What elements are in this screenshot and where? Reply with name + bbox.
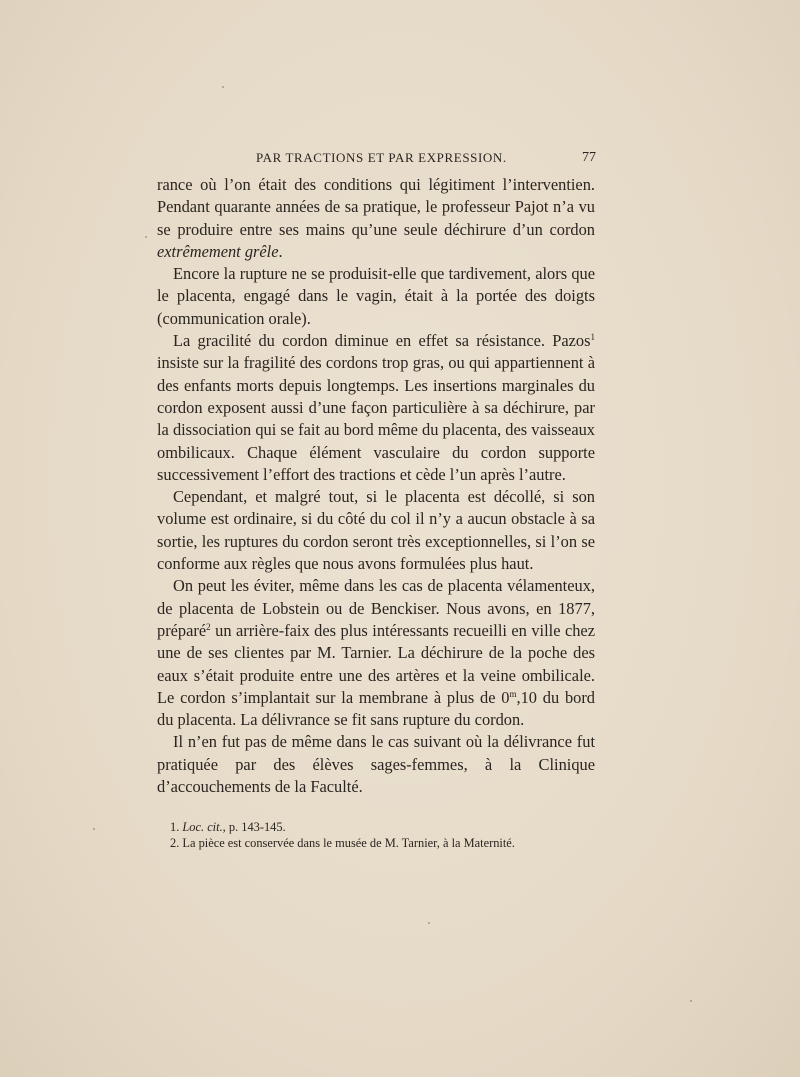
footnote-1-citation: Loc. cit.	[182, 820, 223, 834]
paper-speck	[145, 236, 147, 238]
paragraph-5-text-c: ,10 du bord du placenta. La délivrance se fit sans rupture du cordon.	[157, 687, 595, 730]
page-number: 77	[582, 150, 596, 165]
footnote-2-number: 2.	[170, 836, 180, 850]
paragraph-5-text-a: On peut les éviter, même dans les cas de placenta vélamenteux, de placenta de Lobstein ou de Benckiser. Nous avons, en 1877, préparé	[157, 576, 595, 640]
footnote-2	[170, 835, 600, 851]
footnote-1-pages: , p. 143-145.	[222, 820, 286, 834]
footnote-1	[170, 819, 600, 835]
body-text	[157, 174, 595, 798]
paragraph-1-end: .	[278, 241, 283, 261]
paragraph-1-emphasis: extrêmement grêle	[157, 241, 279, 261]
paragraph-3-text-a: La gracilité du cordon diminue en effet sa résistance. Pazos	[173, 331, 591, 351]
footnote-2-text: La pièce est conservée dans le musée de M. Tarnier, à la Maternité.	[182, 836, 515, 850]
paragraph-3	[157, 330, 595, 486]
paragraph-1	[157, 174, 595, 263]
paper-speck	[222, 86, 224, 88]
footnote-ref-2: 2	[206, 621, 211, 632]
paragraph-1-text: rance où l’on était des conditions qui légitiment l’interventien. Pendant quarante années de sa pratique, le professeur Pajot n’a vu se produire entre ses mains qu’une seule déchirure d’un cordon	[157, 175, 595, 239]
paragraph-3-text-b: insiste sur la fragilité des cordons trop gras, ou qui appartiennent à des enfants morts depuis longtemps. Les insertions marginales du cordon exposent aussi d’une façon particulière à sa déchirure, par la dissociation qui se fait au bord même du placenta, des vaisseaux ombilicaux. Chaque élément vasculaire du cordon supporte successivement l’effort des tractions et cède l’un après l’autre.	[157, 353, 595, 484]
paper-speck	[690, 1000, 692, 1002]
paper-speck	[428, 922, 430, 924]
paragraph-2: Encore la rupture ne se produisit-elle que tardivement, alors que le placenta, engagé dans le vagin, était à la portée des doigts (communication orale).	[157, 264, 595, 328]
footnote-ref-1: 1	[590, 332, 595, 343]
footnote-1-number: 1.	[170, 820, 180, 834]
paper-speck	[93, 828, 95, 830]
paragraph-5	[157, 575, 595, 731]
running-title: PAR TRACTIONS ET PAR EXPRESSION.	[256, 150, 507, 165]
paragraph-5-text-b: un arrière-faix des plus intéressants recueilli en ville chez une de ses clientes par M. Tarnier. La déchirure de la poche des eaux s’était produite entre une des artères et la veine ombilicale. Le cordon s’implantait sur la membrane à plus de 0	[157, 620, 595, 707]
footnotes	[170, 819, 600, 851]
paragraph-6: Il n’en fut pas de même dans le cas suivant où la délivrance fut pratiquée par des élèves sages-femmes, à la Clinique d’accouchements de la Faculté.	[157, 732, 595, 797]
paragraph-4: Cependant, et malgré tout, si le placenta est décollé, si son volume est ordinaire, si du côté du col il n’y a aucun obstacle à sa sortie, les ruptures du cordon seront très exceptionnelles, si l’on se conforme aux règles que nous avons formulées plus haut.	[157, 487, 595, 574]
page-header	[158, 150, 596, 172]
unit-superscript: m	[509, 688, 517, 699]
